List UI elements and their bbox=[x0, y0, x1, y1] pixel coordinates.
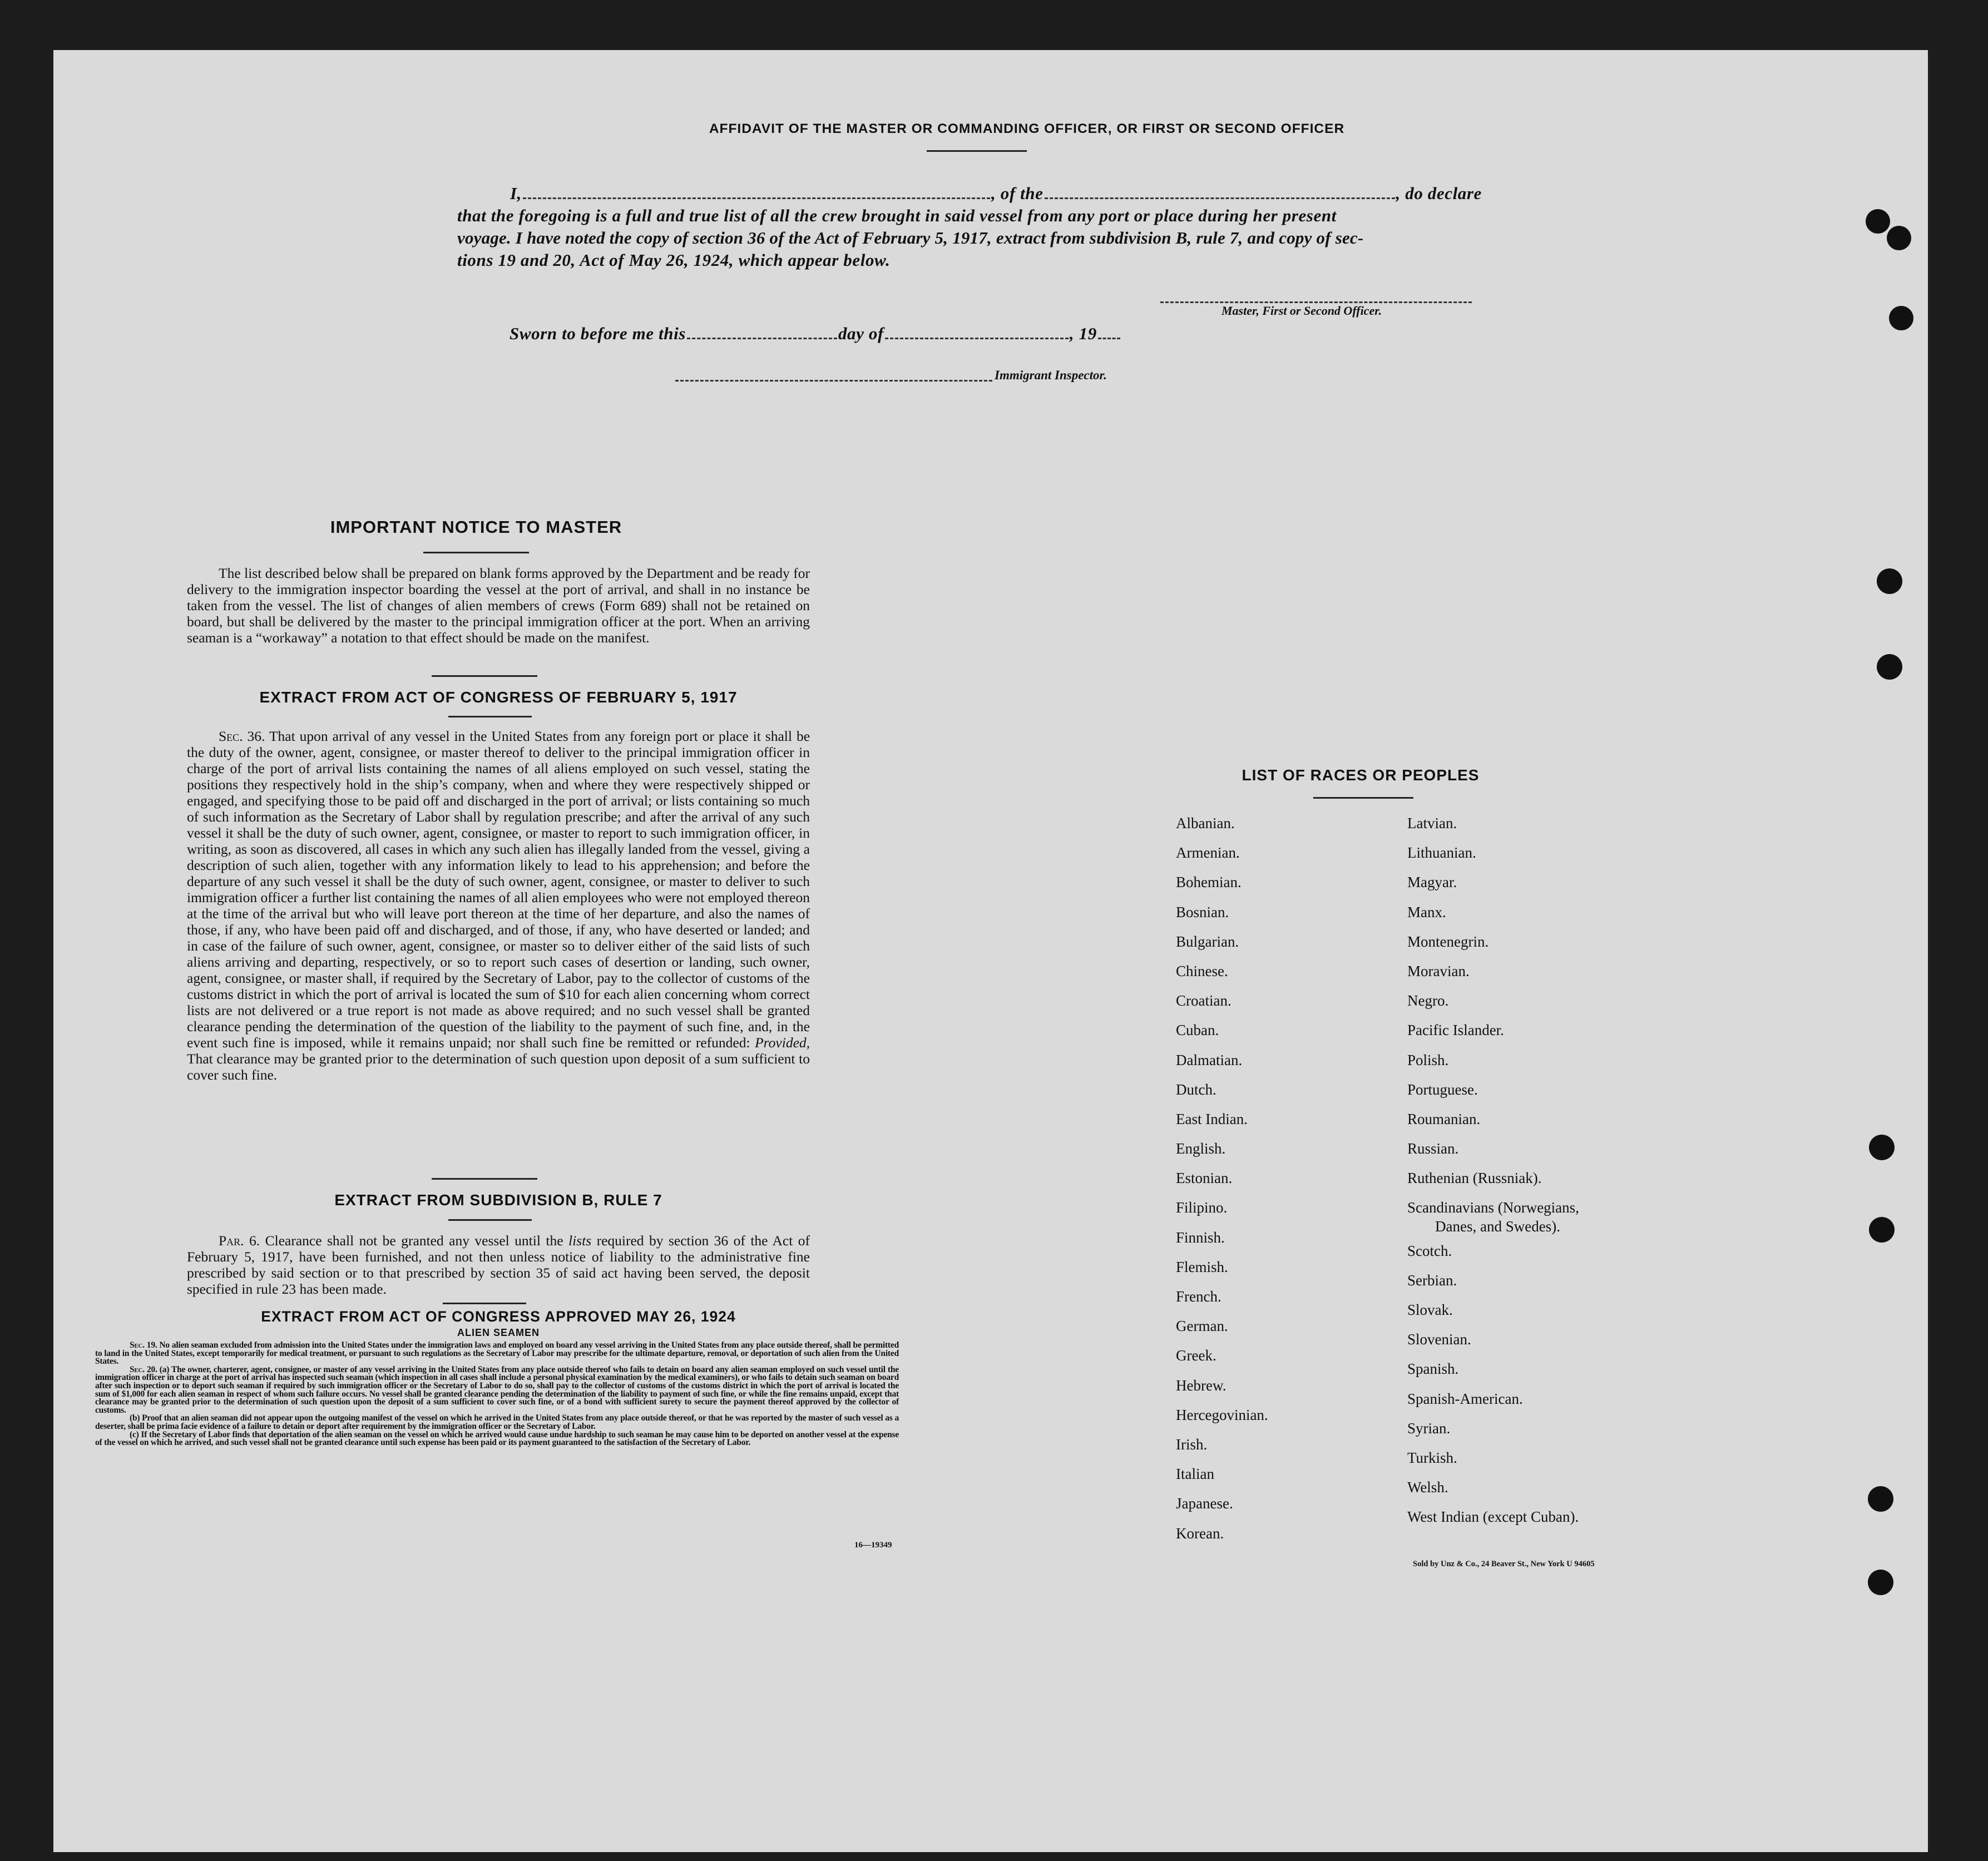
extract-1917-title: EXTRACT FROM ACT OF CONGRESS OF FEBRUARY 5, 1917 bbox=[259, 689, 738, 706]
lists-word: lists bbox=[568, 1233, 592, 1249]
inspector-caption: Immigrant Inspector. bbox=[995, 368, 1107, 382]
race-right-item: Latvian. bbox=[1407, 815, 1457, 831]
affidavit-title: AFFIDAVIT OF THE MASTER OR COMMANDING OFFICER, OR FIRST OR SECOND OFFICER bbox=[709, 121, 1345, 136]
i-label: I, bbox=[510, 184, 522, 203]
race-left-item: Flemish. bbox=[1176, 1258, 1228, 1275]
races-left-column bbox=[1176, 815, 1268, 1555]
races-right-column bbox=[1407, 815, 1579, 1538]
race-right-item: Roumanian. bbox=[1407, 1110, 1481, 1127]
race-left-item: German. bbox=[1176, 1318, 1228, 1335]
race-left-item: Greek. bbox=[1176, 1347, 1216, 1364]
notice-title-rule bbox=[423, 552, 529, 553]
printer-imprint: Sold by Unz & Co., 24 Beaver St., New York U 94605 bbox=[1413, 1560, 1595, 1568]
year-blank[interactable] bbox=[1098, 338, 1120, 339]
race-right-item: Scotch. bbox=[1407, 1242, 1452, 1259]
race-left-item: Bohemian. bbox=[1176, 874, 1242, 891]
section-36-body: That upon arrival of any vessel in the United States from any foreign port or place it shall be the duty of the owner, agent, consignee, or master thereof to deliver to the principal immigration officer in charge of the port of arrival lists containing the names of all aliens employed on such vessel, stating the positions they respectively hold in the ship’s company, when and where they were respectively shipped or engaged, and specifying those to be paid off and discharged in the port of arrival; or lists containing so much of such information as the Secretary of Labor shall by regulation prescribe; and after the arrival of any such vessel it shall be the duty of such owner, agent, consignee, or master to report to such immigration officer, in writing, as soon as discovered, all cases in which any such alien has illegally landed from the vessel, giving a description of such alien, together with any information likely to lead to his apprehension; and before the departure of any such vessel it shall be the duty of such owner, agent, consignee, or master to deliver to such immigration officer a further list containing the names of all alien employees who were not employed thereon at the time of the arrival but who will leave port thereon at the time of her departure, and also the names of those, if any, who have been paid off and discharged, and of those, if any, who have deserted or landed; and in case of the failure of such owner, agent, consignee, or master so to deliver either of the said lists of such aliens arriving and departing, respectively, or so to report such cases of desertion or landing, such owner, agent, consignee, or master shall, if required by the Secretary of Labor, pay to the collector of customs of the customs district in which the port of arrival is located the sum of $10 for each alien concerning whom correct lists are not delivered or a true report is not made as above required; and no such vessel shall be granted clearance pending the determination of the question of the liability to the payment of such fine, and, in the event such fine is imposed, while it remains unpaid; nor shall such fine be remitted or refunded: bbox=[187, 728, 810, 1051]
race-left-item: Dalmatian. bbox=[1176, 1051, 1243, 1068]
affidavit-line-2: that the foregoing is a full and true list of all the crew brought in said vessel from any port or place during her present bbox=[457, 206, 1337, 225]
punch-hole-8 bbox=[1868, 1486, 1893, 1512]
extract-1917-end-rule bbox=[432, 1178, 537, 1180]
punch-hole-7 bbox=[1869, 1217, 1895, 1243]
section-36-tail: That clearance may be granted prior to the determination of such question upon deposit of a sum sufficient to cover such fine. bbox=[187, 1051, 810, 1083]
of-the-label: , of the bbox=[991, 184, 1044, 203]
race-right-item: Syrian. bbox=[1407, 1419, 1451, 1437]
race-right-item: Magyar. bbox=[1407, 874, 1457, 891]
race-left-item: Dutch. bbox=[1176, 1081, 1216, 1098]
race-right-item: Slovenian. bbox=[1407, 1331, 1471, 1348]
rule-7-rule bbox=[448, 1219, 532, 1221]
provided-word: Provided, bbox=[755, 1035, 810, 1051]
rule-7-title: EXTRACT FROM SUBDIVISION B, RULE 7 bbox=[334, 1191, 662, 1209]
race-left-item: Filipino. bbox=[1176, 1199, 1228, 1216]
extract-1924-title: EXTRACT FROM ACT OF CONGRESS APPROVED MAY 26, 1924 bbox=[261, 1308, 736, 1325]
race-left-item: Italian bbox=[1176, 1466, 1214, 1483]
punch-hole-2 bbox=[1887, 226, 1911, 250]
race-right-item: Pacific Islander. bbox=[1407, 1022, 1504, 1039]
race-left-item: Armenian. bbox=[1176, 844, 1240, 862]
race-left-item: Chinese. bbox=[1176, 962, 1228, 979]
section-36-text bbox=[187, 728, 810, 1083]
race-left-item: Hercegovinian. bbox=[1176, 1406, 1268, 1423]
rule-7-end-rule bbox=[443, 1303, 526, 1304]
section-19 bbox=[95, 1342, 899, 1366]
race-right-item: Turkish. bbox=[1407, 1449, 1457, 1466]
race-right-item: Manx. bbox=[1407, 903, 1446, 920]
race-left-item: Albanian. bbox=[1176, 815, 1235, 831]
section-19-label: Sec. 19. bbox=[130, 1340, 157, 1350]
race-left-item: French. bbox=[1176, 1288, 1222, 1305]
race-right-item: Slovak. bbox=[1407, 1301, 1453, 1318]
sworn-label: Sworn to before me this bbox=[510, 324, 686, 343]
race-right-item: Moravian. bbox=[1407, 962, 1470, 979]
race-right-item: Scandinavians (Norwegians, bbox=[1407, 1199, 1579, 1216]
par-6-body: Clearance shall not be granted any vessel until the bbox=[265, 1233, 563, 1249]
section-19-body: No alien seaman excluded from admission into the United States under the immigration laws and employed on board any vessel arriving in the United States from any place outside thereof, shall be permitted to land in the United States, except temporarily for medical treatment, or pursuant to such regulations as the Secretary of Labor may prescribe for the ultimate departure, removal, or deportation of such alien from the United States. bbox=[95, 1340, 899, 1367]
extract-1917-rule bbox=[448, 716, 532, 717]
section-20b: (b) Proof that an alien seaman did not appear upon the outgoing manifest of the vessel on which he arrived in the United States from any place outside thereof, or that he was reported by the master of such vessel as a deserter, shall be prima facie evidence of a failure to detain or deport after requirement by the immigration officer or the Secretary of Labor. bbox=[95, 1413, 899, 1431]
day-of-label: day of bbox=[838, 324, 884, 343]
vessel-blank[interactable] bbox=[1045, 197, 1395, 199]
punch-hole-1 bbox=[1866, 209, 1890, 234]
punch-hole-5 bbox=[1877, 654, 1902, 680]
races-title-rule bbox=[1313, 797, 1413, 799]
race-left-item: Hebrew. bbox=[1176, 1377, 1227, 1394]
year-label: , 19 bbox=[1069, 324, 1097, 343]
section-20c: (c) If the Secretary of Labor finds that deportation of the alien seaman on the vessel on which he arrived would cause undue hardship to such seaman he may cause him to be deported on another vessel at the expense of the vessel on which he arrived, and such vessel shall not be granted clearance until such expense has been paid or its payment guaranteed to the satisfaction of the Secretary of Labor. bbox=[95, 1429, 899, 1448]
race-right-item: West Indian (except Cuban). bbox=[1407, 1508, 1579, 1526]
affidavit-line-4: tions 19 and 20, Act of May 26, 1924, which appear below. bbox=[457, 250, 891, 270]
affidavit-line-3: voyage. I have noted the copy of section 36 of the Act of February 5, 1917, extract from subdivision B, rule 7, and copy of sec- bbox=[457, 228, 1364, 248]
notice-title: IMPORTANT NOTICE TO MASTER bbox=[330, 517, 622, 537]
affidavit-title-rule bbox=[927, 150, 1027, 152]
race-right-item: Spanish-American. bbox=[1407, 1390, 1523, 1407]
race-right-item: Lithuanian. bbox=[1407, 844, 1476, 862]
par-6-label: Par. 6. bbox=[219, 1233, 260, 1249]
race-right-item: Polish. bbox=[1407, 1051, 1449, 1068]
notice-paragraph: The list described below shall be prepared on blank forms approved by the Department and be ready for delivery to the immigration inspector boarding the vessel at the port of arrival, and shall in no instance be taken from the vessel. The list of changes of alien members of crews (Form 689) shall not be retained on board, but shall be delivered by the master to the principal immigration officer at the port. When an arriving seaman is a “workaway” a notation to that effect should be made on the manifest. bbox=[187, 565, 810, 646]
race-right-item: Danes, and Swedes). bbox=[1435, 1217, 1560, 1235]
race-right-item: Welsh. bbox=[1407, 1479, 1448, 1496]
affidavit-line-1 bbox=[457, 182, 1564, 205]
race-right-item: Portuguese. bbox=[1407, 1081, 1478, 1098]
rule-7-text bbox=[187, 1233, 810, 1297]
race-right-item: Serbian. bbox=[1407, 1271, 1457, 1289]
race-left-item: East Indian. bbox=[1176, 1110, 1248, 1127]
sworn-day-blank[interactable] bbox=[687, 338, 837, 339]
race-left-item: Croatian. bbox=[1176, 992, 1232, 1009]
race-left-item: Japanese. bbox=[1176, 1495, 1233, 1512]
affidavit-declaration bbox=[457, 182, 1564, 271]
punch-hole-4 bbox=[1877, 568, 1902, 594]
master-signature-caption: Master, First or Second Officer. bbox=[1222, 304, 1382, 318]
par-6-tail: required by section 36 of the Act of February 5, 1917, have been furnished, and not then unless notice of liability to the administrative fine prescribed by said section or to that prescribed by section 35 of said act having been served, the deposit specified in rule 23 has been made. bbox=[187, 1233, 810, 1297]
race-left-item: Bulgarian. bbox=[1176, 933, 1239, 950]
punch-hole-6 bbox=[1869, 1135, 1895, 1160]
name-blank[interactable] bbox=[523, 197, 990, 199]
section-20a bbox=[95, 1366, 899, 1415]
form-number: 16—19349 bbox=[854, 1541, 892, 1550]
race-left-item: Korean. bbox=[1176, 1525, 1224, 1542]
sworn-line bbox=[510, 323, 1121, 345]
notice-text bbox=[187, 565, 810, 646]
master-signature-blank[interactable] bbox=[1160, 301, 1472, 303]
document-page bbox=[53, 50, 1928, 1852]
race-left-item: Irish. bbox=[1176, 1436, 1208, 1453]
race-right-item: Montenegrin. bbox=[1407, 933, 1489, 950]
race-left-item: Bosnian. bbox=[1176, 903, 1229, 920]
section-20-label: Sec. 20. bbox=[130, 1364, 157, 1374]
race-left-item: Finnish. bbox=[1176, 1229, 1225, 1246]
race-right-item: Spanish. bbox=[1407, 1360, 1459, 1378]
race-right-item: Negro. bbox=[1407, 992, 1449, 1009]
inspector-signature-blank[interactable] bbox=[675, 380, 992, 382]
races-title: LIST OF RACES OR PEOPLES bbox=[1242, 766, 1480, 784]
notice-end-rule bbox=[432, 675, 537, 677]
punch-hole-3 bbox=[1889, 306, 1913, 330]
race-right-item: Ruthenian (Russniak). bbox=[1407, 1170, 1542, 1187]
section-20a-body: (a) The owner, charterer, agent, consignee, or master of any vessel arriving in the United States from any place outside thereof who fails to detain on board any alien seaman employed on such vessel until the immigration officer in charge at the port of arrival has inspected such seaman (which inspection in all cases shall include a personal physical examination by the medical examiners), or who fails to detain such seaman on board after such inspection or to deport such seaman if required by such immigration officer or the Secretary of Labor to do so, shall pay to the collector of customs of the customs district in which the port of arrival is located the sum of $1,000 for each alien seaman in respect of whom such failure occurs. No vessel shall be granted clearance pending the determination of the liability to payment of such fine, or while the fine remains unpaid, except that clearance may be granted prior to the determination of such question upon the deposit of a sum sufficient to cover such fine, or of a bond with sufficient surety to secure the payment thereof approved by the collector of customs. bbox=[95, 1364, 899, 1415]
sworn-month-blank[interactable] bbox=[885, 338, 1069, 339]
race-right-item: Russian. bbox=[1407, 1140, 1459, 1157]
race-left-item: Estonian. bbox=[1176, 1170, 1233, 1187]
punch-hole-9 bbox=[1868, 1570, 1893, 1595]
race-left-item: Cuban. bbox=[1176, 1022, 1219, 1039]
section-36-label: Sec. 36. bbox=[219, 728, 265, 744]
alien-seamen-subtitle: ALIEN SEAMEN bbox=[457, 1327, 540, 1338]
race-left-item: English. bbox=[1176, 1140, 1226, 1157]
do-declare-label: , do declare bbox=[1396, 184, 1482, 203]
extract-1924-text bbox=[95, 1342, 899, 1447]
